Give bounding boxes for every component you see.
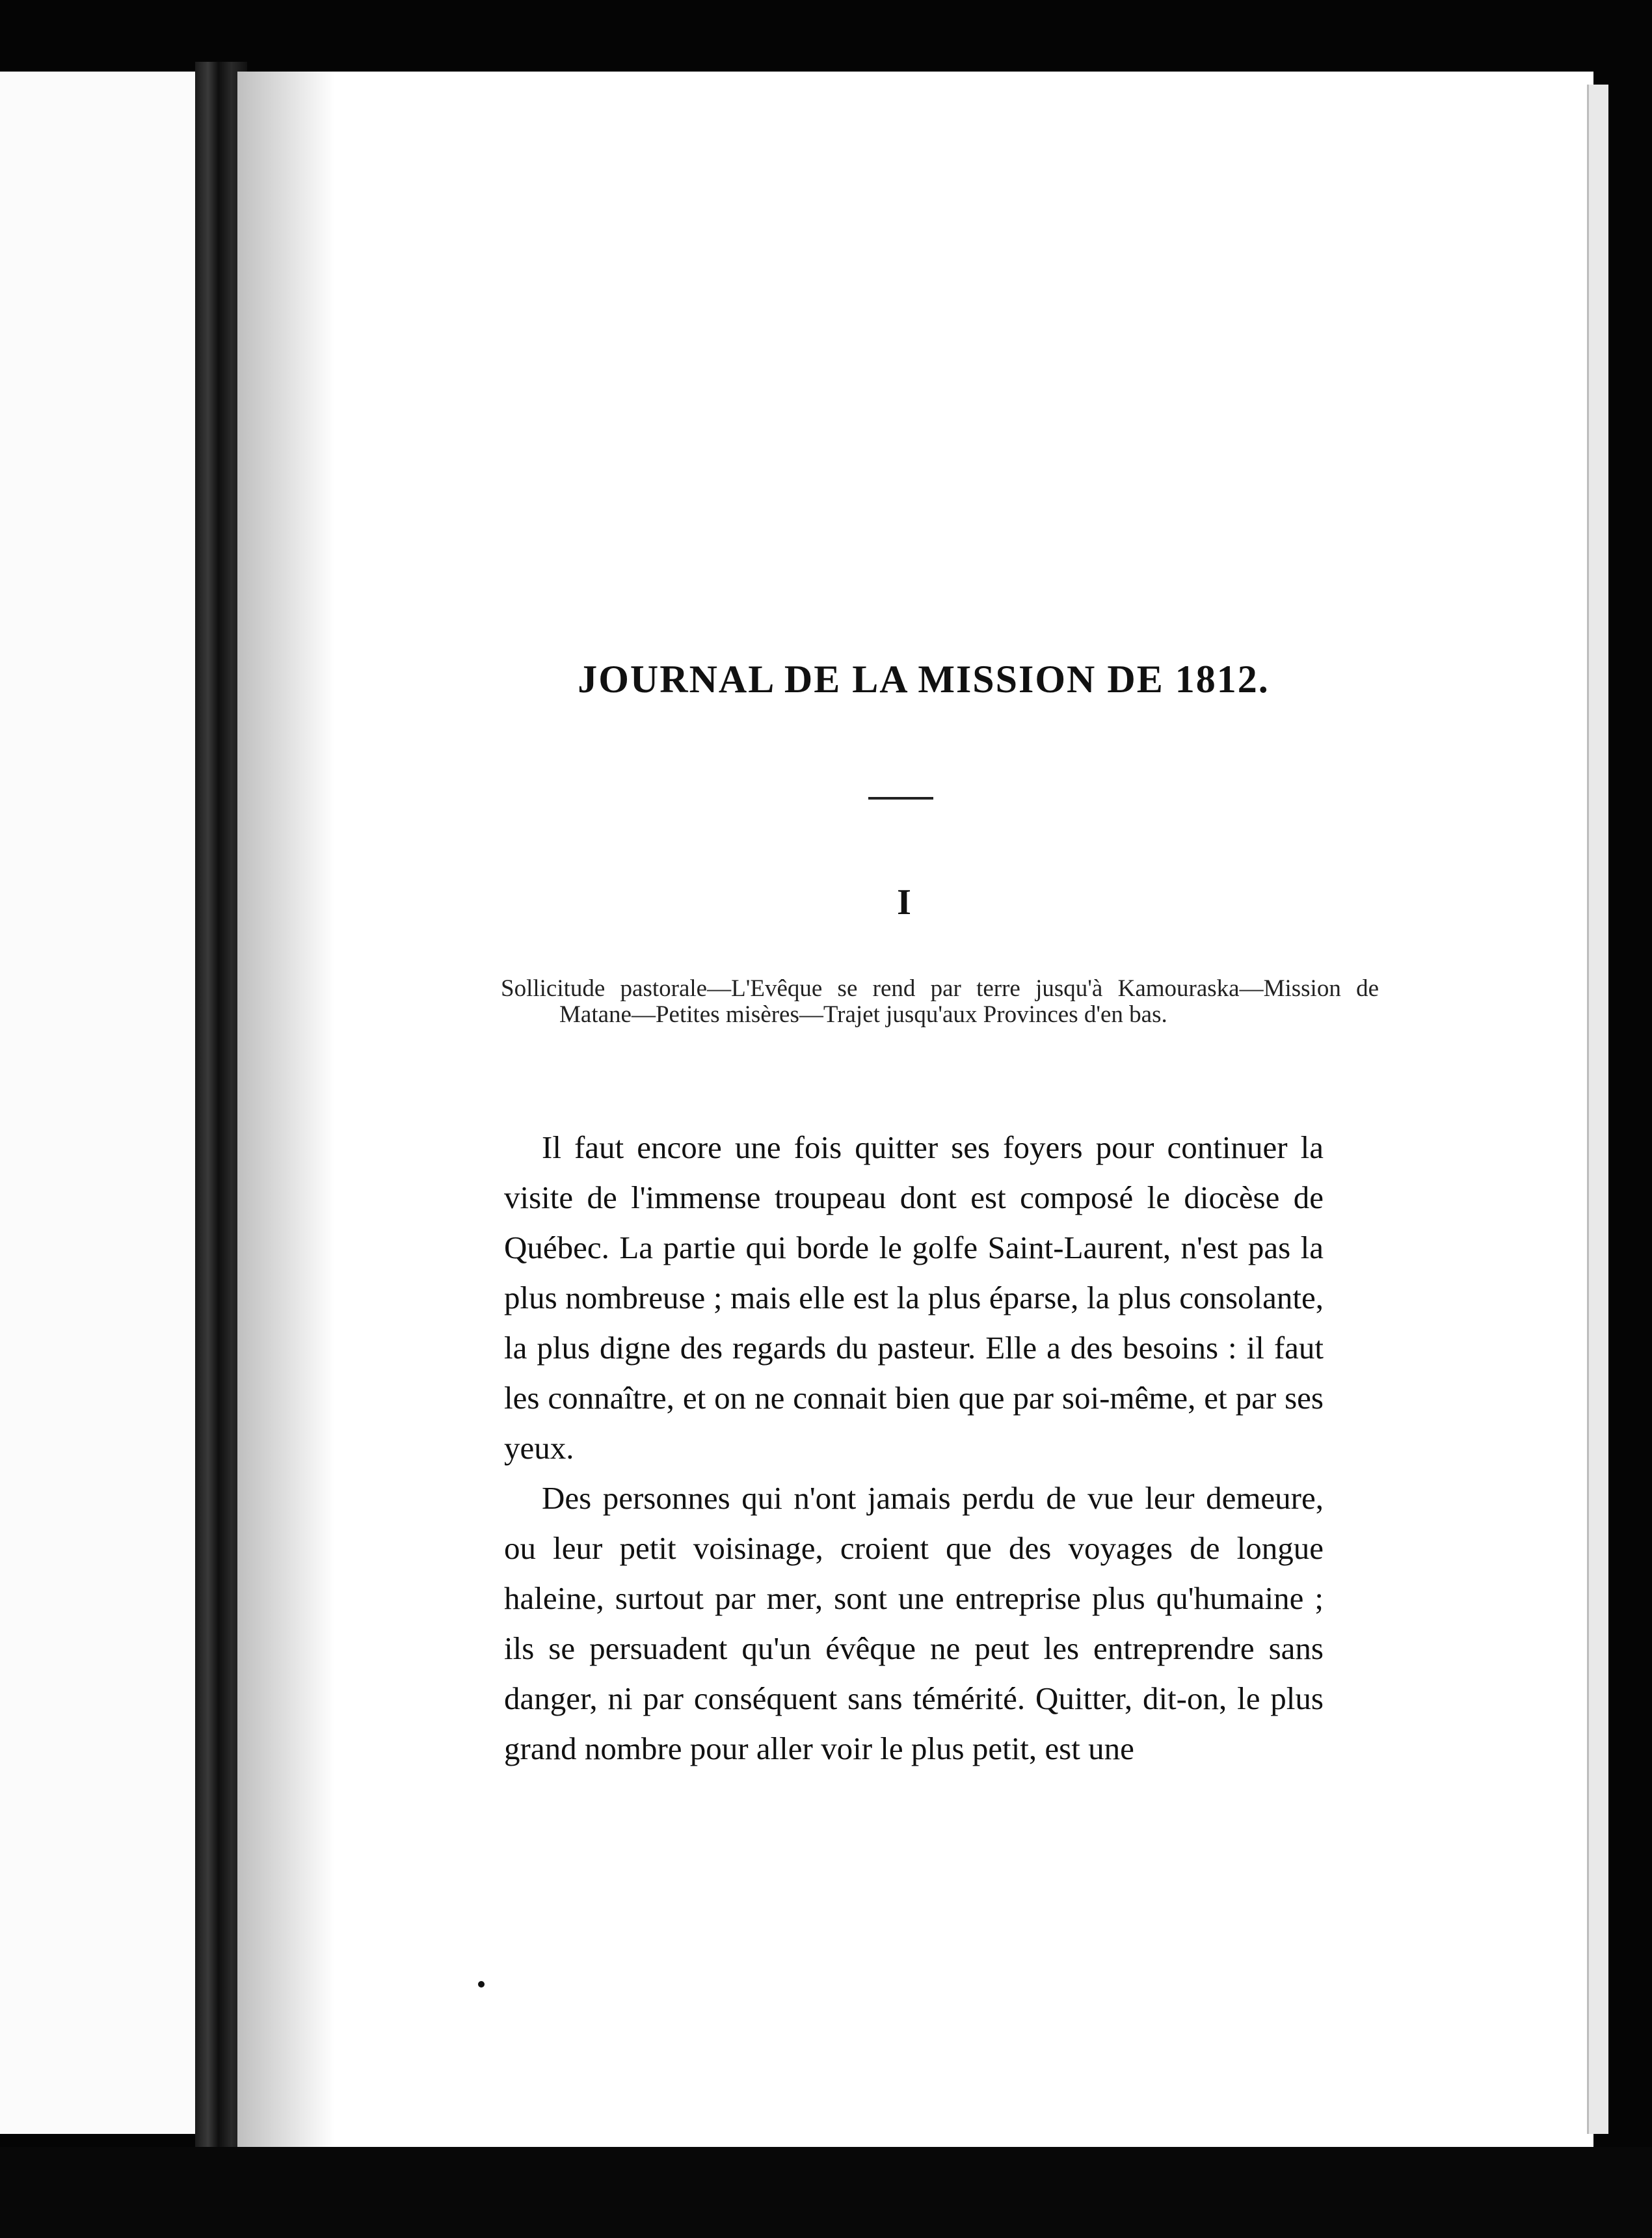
title-rule xyxy=(868,797,933,800)
page-gutter-shadow xyxy=(237,72,335,2147)
chapter-number: I xyxy=(897,882,911,923)
scanner-bed xyxy=(0,2147,1652,2238)
paragraph: Des personnes qui n'ont jamais perdu de vue leur demeure, ou leur petit voisinage, croient que des voyages de longue haleine, surtout par mer, sont une entreprise plus qu'humaine ; ils se persuadent qu'un évêque ne peut les entreprendre sans danger, ni par conséquent sans témérité. Quitter, dit-on, le plus grand nombre pour aller voir le plus petit, est une xyxy=(504,1480,1324,1766)
chapter-summary: Sollicitude pastorale—L'Evêque se rend par terre jusqu'à Kamouraska—Mission de Matane—Petites misères—Trajet jusqu'aux Provinces d'en bas. xyxy=(501,975,1379,1028)
page-title: JOURNAL DE LA MISSION DE 1812. xyxy=(578,658,1270,701)
previous-page-edge xyxy=(0,72,195,2134)
page-fore-edge xyxy=(1587,85,1608,2134)
book-page xyxy=(237,72,1593,2147)
body-text xyxy=(504,1122,1324,1773)
ink-speck xyxy=(478,1981,485,1988)
paragraph: Il faut encore une fois quitter ses foyers pour continuer la visite de l'immense troupeau dont est composé le diocèse de Québec. La partie qui borde le golfe Saint-Laurent, n'est pas la plus nombreuse ; mais elle est la plus éparse, la plus consolante, la plus digne des regards du pasteur. Elle a des besoins : il faut les connaître, et on ne connait bien que par soi-même, et par ses yeux. xyxy=(504,1129,1324,1466)
